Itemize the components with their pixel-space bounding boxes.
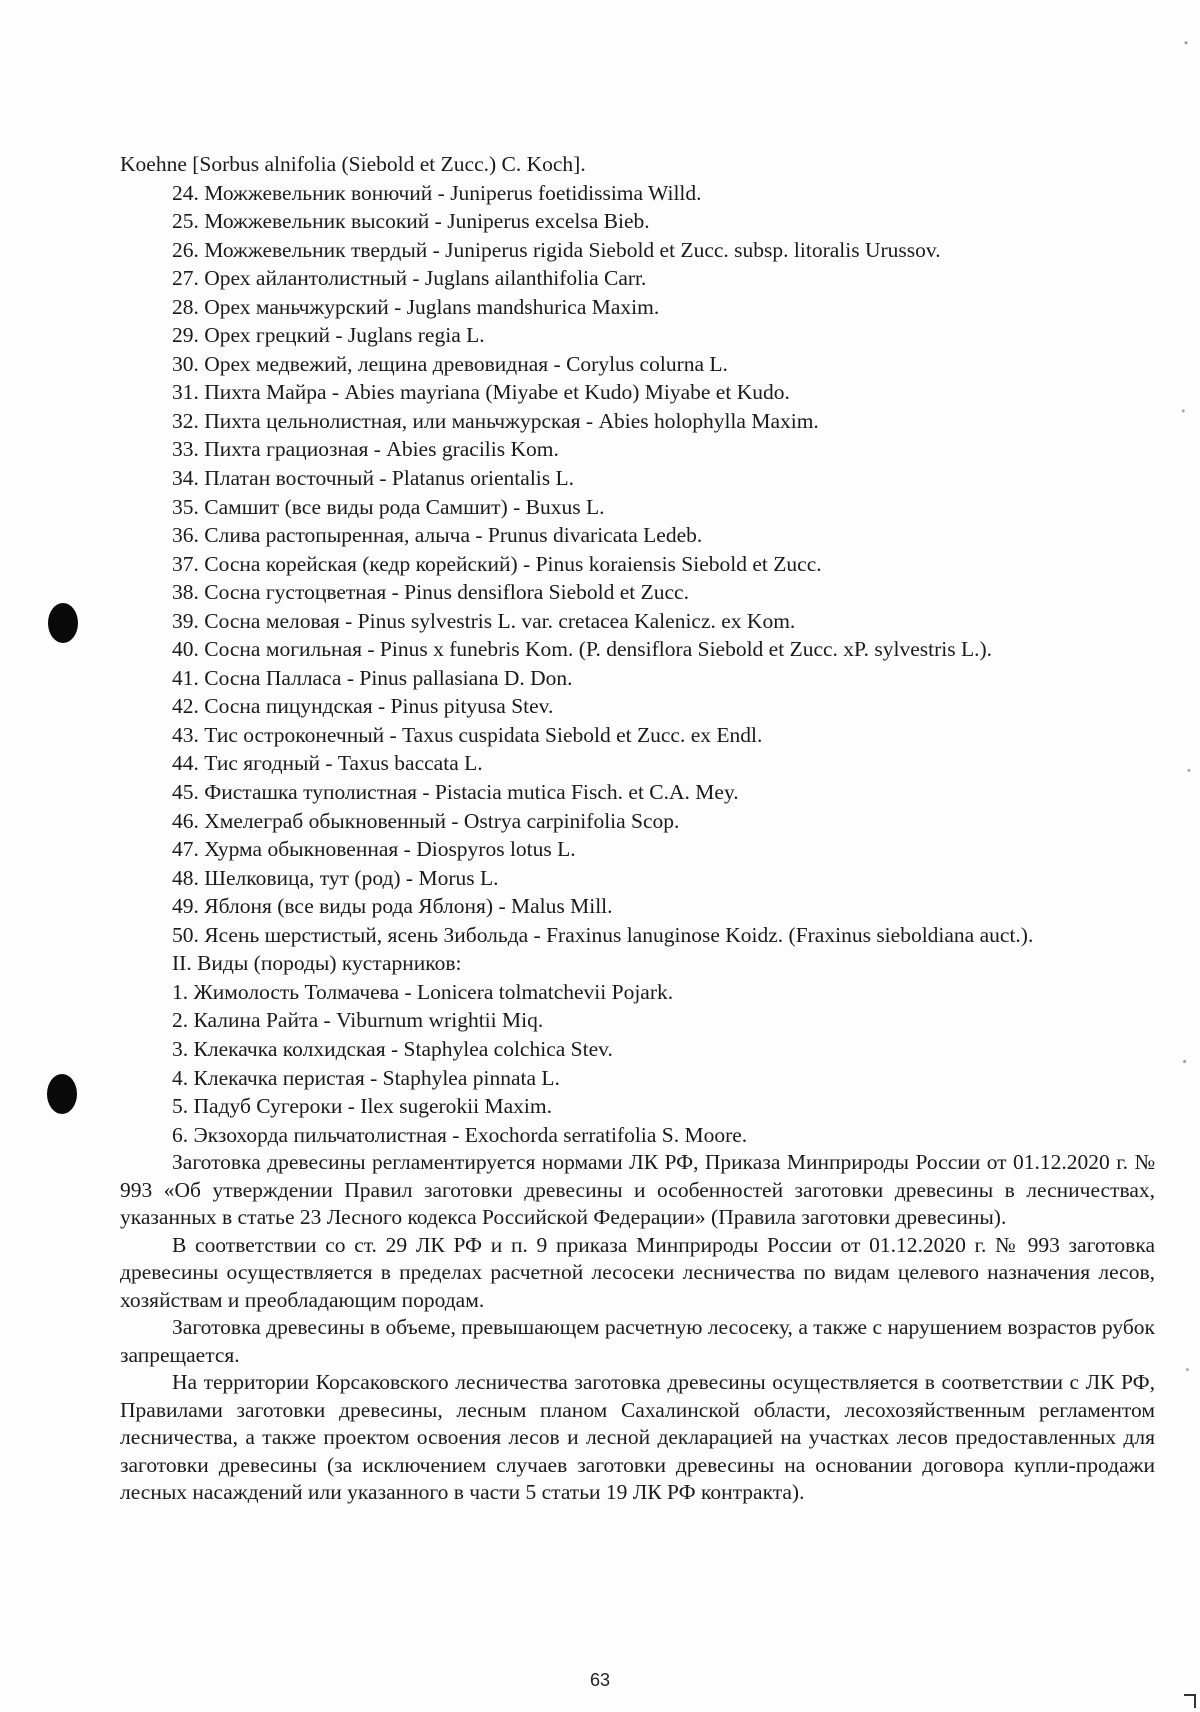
punch-hole-mark xyxy=(47,1074,77,1114)
list-item: 4. Клекачка перистая - Staphylea pinnata L. xyxy=(172,1065,560,1090)
scan-edge-noise xyxy=(1172,0,1200,1712)
list-item: 33. Пихта грациозная - Abies gracilis Kom. xyxy=(172,437,559,462)
list-item: 48. Шелковица, тут (род) - Morus L. xyxy=(172,865,499,890)
list-item: 2. Калина Райта - Viburnum wrightii Miq. xyxy=(172,1008,544,1033)
list-item: 34. Платан восточный - Platanus orientalis L. xyxy=(172,466,575,491)
body-text xyxy=(120,1149,1155,1507)
list-item: 3. Клекачка колхидская - Staphylea colchica Stev. xyxy=(172,1036,613,1061)
page-number: 63 xyxy=(589,1670,611,1690)
list-item: 1. Жимолость Толмачева - Lonicera tolmatchevii Pojark. xyxy=(172,979,674,1004)
list-item: 47. Хурма обыкновенная - Diospyros lotus L. xyxy=(172,837,576,862)
document-body xyxy=(120,150,1155,1507)
paragraph: Заготовка древесины регламентируется нормами ЛК РФ, Приказа Минприроды России от 01.12.2020 г. № 993 «Об утверждении Правил заготовки древесины и особенностей заготовки древесины в лесничествах, указанных в статье 23 Лесного кодекса Российской Федерации» (Правила заготовки древесины). xyxy=(120,1150,1155,1230)
list-item: 40. Сосна могильная - Pinus x funebris Kom. (P. densiflora Siebold et Zucc. xP. sylvestris L.). xyxy=(172,637,993,662)
list-item: 26. Можжевельник твердый - Juniperus rigida Siebold et Zucc. subsp. litoralis Urussov. xyxy=(172,237,941,262)
paragraph: На территории Корсаковского лесничества заготовка древесины осуществляется в соответствии с ЛК РФ, Правилами заготовки древесины, лесным планом Сахалинской области, лесохозяйственным регламентом лесничества, а также проектом освоения лесов и лесной декларацией на участках лесов предоставленных для заготовки древесины (за исключением случаев заготовки древесины на основании договора купли-продажи лесных насаждений или указанного в части 5 статьи 19 ЛК РФ контракта). xyxy=(120,1370,1155,1505)
punch-hole-mark xyxy=(48,603,78,643)
list-item: 6. Экзохорда пильчатолистная - Exochorda serratifolia S. Moore. xyxy=(172,1122,748,1147)
list-item: 5. Падуб Сугероки - Ilex sugerokii Maxim. xyxy=(172,1094,552,1119)
list-item: 50. Ясень шерстистый, ясень Зибольда - Fraxinus lanuginose Koidz. (Fraxinus sieboldiana auct.). xyxy=(172,922,1034,947)
list-item: 42. Сосна пицундская - Pinus pityusa Stev. xyxy=(172,694,554,719)
list-item: 44. Тис ягодный - Taxus baccata L. xyxy=(172,751,483,776)
list-item: 27. Орех айлантолистный - Juglans ailanthifolia Carr. xyxy=(172,266,647,291)
list-item: 36. Слива растопыренная, алыча - Prunus divaricata Ledeb. xyxy=(172,523,703,548)
species-list xyxy=(120,150,1155,1149)
list-item: 28. Орех маньчжурский - Juglans mandshurica Maxim. xyxy=(172,294,660,319)
paragraph: Заготовка древесины в объеме, превышающем расчетную лесосеку, а также с нарушением возрастов рубок запрещается. xyxy=(120,1315,1155,1367)
list-item: 32. Пихта цельнолистная, или маньчжурская - Abies holophylla Maxim. xyxy=(172,408,819,433)
list-item: 38. Сосна густоцветная - Pinus densiflora Siebold et Zucc. xyxy=(172,580,689,605)
list-item-continuation: Koehne [Sorbus alnifolia (Siebold et Zucc.) C. Koch]. xyxy=(120,152,586,176)
list-item: 31. Пихта Майра - Abies mayriana (Miyabe et Kudo) Miyabe et Kudo. xyxy=(172,380,790,405)
list-item: 49. Яблоня (все виды рода Яблоня) - Malus Mill. xyxy=(172,894,613,919)
corner-mark xyxy=(1184,1694,1196,1708)
list-item: 37. Сосна корейская (кедр корейский) - Pinus koraiensis Siebold et Zucc. xyxy=(172,551,822,576)
list-item: 46. Хмелеграб обыкновенный - Ostrya carpinifolia Scop. xyxy=(172,808,680,833)
paragraph: В соответствии со ст. 29 ЛК РФ и п. 9 приказа Минприроды России от 01.12.2020 г. № 993 заготовка древесины осуществляется в пределах расчетной лесосеки лесничества по видам целевого назначения лесов, хозяйствам и преобладающим породам. xyxy=(120,1232,1155,1312)
list-item: 45. Фисташка туполистная - Pistacia mutica Fisch. et C.A. Mey. xyxy=(172,780,739,805)
list-item: 30. Орех медвежий, лещина древовидная - Corylus colurna L. xyxy=(172,351,728,376)
list-item: 24. Можжевельник вонючий - Juniperus foetidissima Willd. xyxy=(172,180,702,205)
list-item: 25. Можжевельник высокий - Juniperus excelsa Bieb. xyxy=(172,209,650,234)
section-heading: II. Виды (породы) кустарников: xyxy=(172,951,462,976)
list-item: 29. Орех грецкий - Juglans regia L. xyxy=(172,323,485,348)
list-item: 39. Сосна меловая - Pinus sylvestris L. var. cretacea Kalenicz. ex Kom. xyxy=(172,608,796,633)
list-item: 41. Сосна Палласа - Pinus pallasiana D. Don. xyxy=(172,665,573,690)
list-item: 35. Самшит (все виды рода Самшит) - Buxus L. xyxy=(172,494,605,519)
list-item: 43. Тис остроконечный - Taxus cuspidata Siebold et Zucc. ex Endl. xyxy=(172,722,763,747)
